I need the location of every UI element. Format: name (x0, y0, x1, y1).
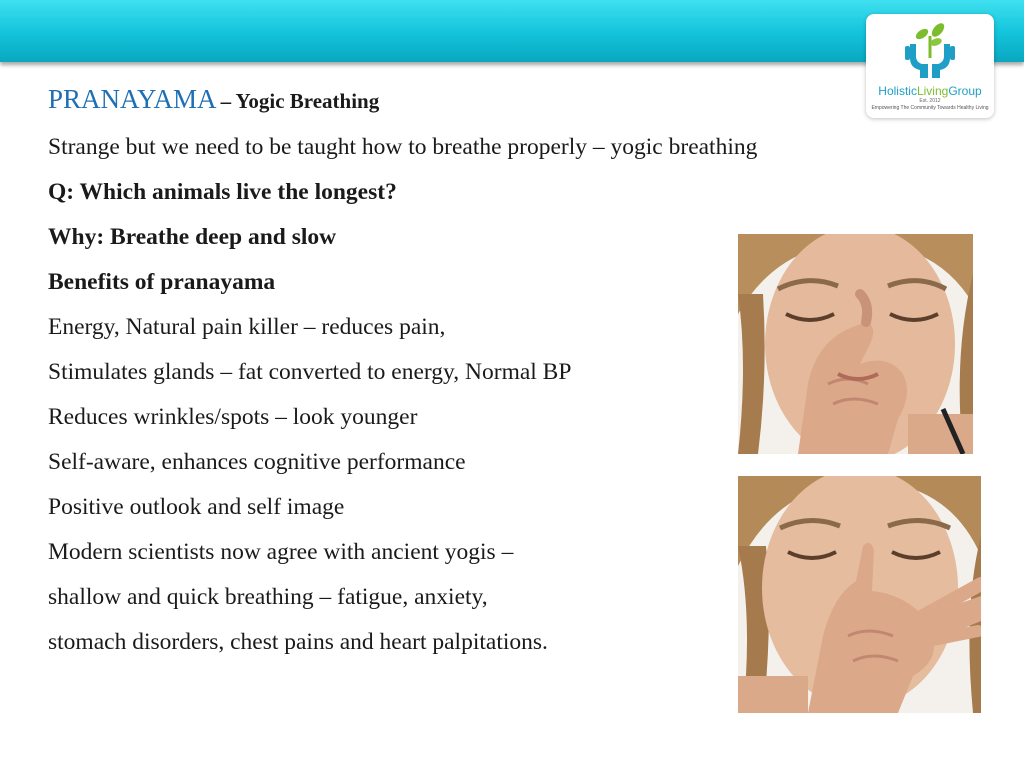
logo-tagline: Empowering The Community Towards Healthy Living (871, 105, 989, 111)
benefit-line: Reduces wrinkles/spots – look younger (48, 404, 418, 430)
title-main: PRANAYAMA (48, 84, 217, 114)
benefit-line: Energy, Natural pain killer – reduces pain, (48, 314, 446, 340)
science-line: Modern scientists now agree with ancient yogis – (48, 539, 514, 565)
title-subtitle: – Yogic Breathing (220, 89, 380, 113)
benefits-heading: Benefits of pranayama (48, 269, 276, 295)
benefit-line: Positive outlook and self image (48, 494, 345, 520)
woman-breathing-photo (738, 234, 973, 454)
why-line: Why: Breathe deep and slow (48, 224, 337, 250)
hands-holding-plant-icon (900, 14, 960, 78)
logo-name-part1: Holistic (878, 84, 917, 98)
slide-title (48, 82, 878, 121)
logo-name (866, 84, 994, 98)
question-line: Q: Which animals live the longest? (48, 179, 397, 205)
woman-breathing-photo (738, 476, 981, 713)
intro-text: Strange but we need to be taught how to breathe properly – yogic breathing (48, 134, 758, 160)
benefit-line: Stimulates glands – fat converted to energy, Normal BP (48, 359, 572, 385)
science-line: stomach disorders, chest pains and heart palpitations. (48, 629, 548, 655)
benefit-line: Self-aware, enhances cognitive performance (48, 449, 466, 475)
logo-name-part2: Living (916, 84, 949, 98)
science-line: shallow and quick breathing – fatigue, anxiety, (48, 584, 488, 610)
logo-name-part3: Group (948, 84, 982, 98)
logo-est: Est. 2012 (919, 98, 941, 104)
logo (866, 14, 994, 118)
